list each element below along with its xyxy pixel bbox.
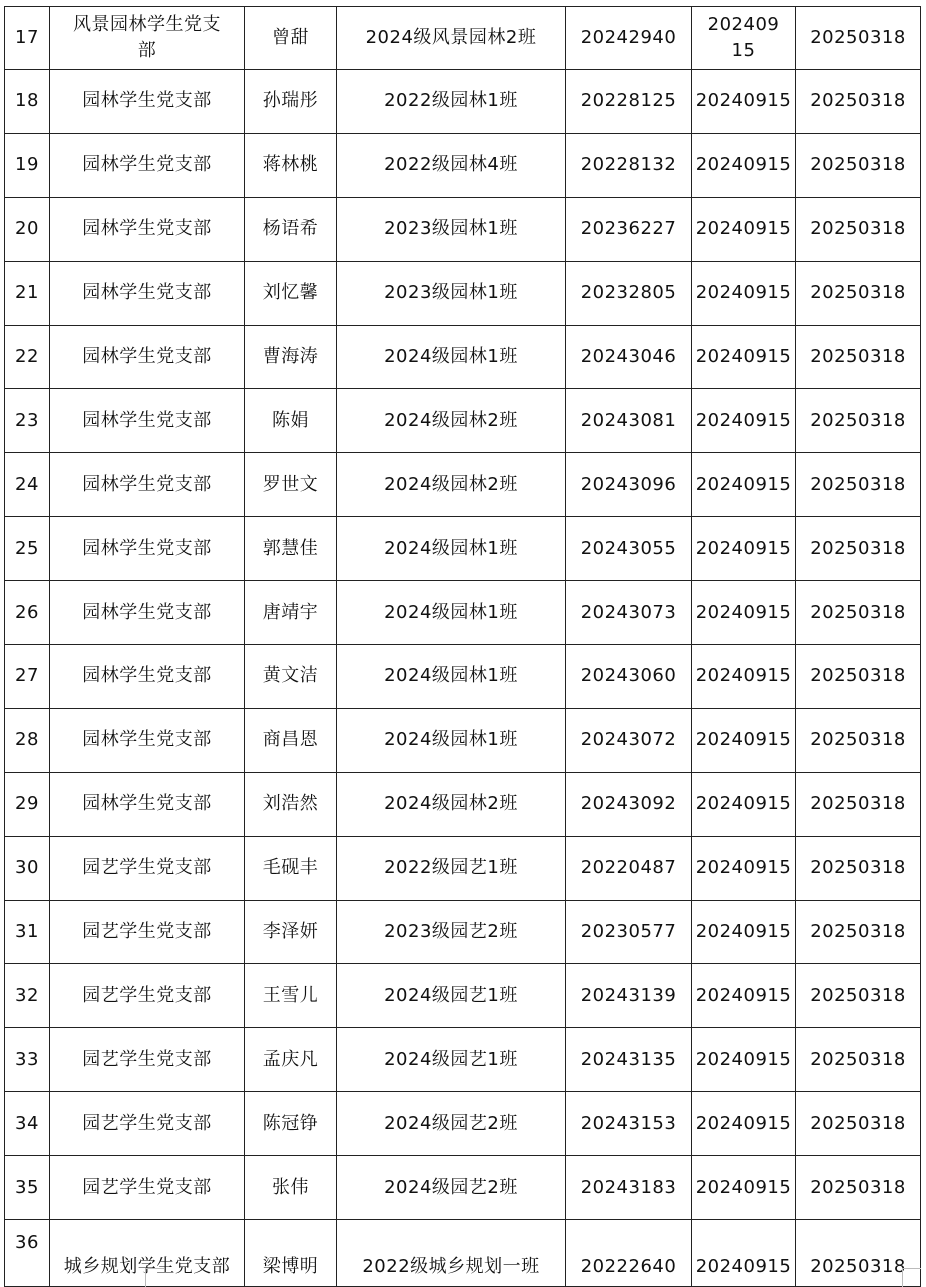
cell-index: 33 xyxy=(5,1028,50,1092)
cell-name: 杨语希 xyxy=(245,197,337,261)
cell-index: 22 xyxy=(5,325,50,389)
cell-date-a: 20240915 xyxy=(692,517,796,581)
cell-index: 21 xyxy=(5,261,50,325)
cell-name: 罗世文 xyxy=(245,453,337,517)
cell-party-branch: 园林学生党支部 xyxy=(50,772,245,836)
page-corner-mark-right xyxy=(902,1268,921,1287)
cell-index: 35 xyxy=(5,1156,50,1220)
table-row xyxy=(5,708,921,772)
cell-class: 2024级园林1班 xyxy=(337,517,566,581)
cell-student-id: 20242940 xyxy=(566,7,692,70)
cell-class: 2024级园艺1班 xyxy=(337,1028,566,1092)
cell-name: 孟庆凡 xyxy=(245,1028,337,1092)
cell-class: 2024级园林1班 xyxy=(337,581,566,645)
cell-student-id: 20220487 xyxy=(566,836,692,900)
cell-date-b: 20250318 xyxy=(796,772,921,836)
table-row xyxy=(5,261,921,325)
cell-party-branch: 园林学生党支部 xyxy=(50,517,245,581)
cell-class: 2024级园林1班 xyxy=(337,708,566,772)
cell-date-b: 20250318 xyxy=(796,645,921,709)
cell-party-branch: 园林学生党支部 xyxy=(50,133,245,197)
table-row xyxy=(5,325,921,389)
cell-name: 梁博明 xyxy=(245,1220,337,1287)
cell-date-b: 20250318 xyxy=(796,1092,921,1156)
cell-name: 刘忆馨 xyxy=(245,261,337,325)
cell-class: 2024级园林2班 xyxy=(337,453,566,517)
cell-class: 2023级园艺2班 xyxy=(337,900,566,964)
cell-student-id: 20243092 xyxy=(566,772,692,836)
cell-date-a: 20240915 xyxy=(692,1028,796,1092)
cell-class: 2022级园林4班 xyxy=(337,133,566,197)
cell-date-a: 20240915 xyxy=(692,7,796,70)
cell-name: 黄文洁 xyxy=(245,645,337,709)
cell-date-a: 20240915 xyxy=(692,645,796,709)
cell-party-branch: 园林学生党支部 xyxy=(50,645,245,709)
table-row xyxy=(5,900,921,964)
cell-student-id: 20230577 xyxy=(566,900,692,964)
cell-class: 2024级园艺1班 xyxy=(337,964,566,1028)
cell-party-branch: 园艺学生党支部 xyxy=(50,1028,245,1092)
cell-party-branch: 城乡规划学生党支部 xyxy=(50,1220,245,1287)
cell-class: 2024级园艺2班 xyxy=(337,1092,566,1156)
cell-date-b: 20250318 xyxy=(796,7,921,70)
cell-date-b: 20250318 xyxy=(796,708,921,772)
cell-name: 郭慧佳 xyxy=(245,517,337,581)
table-row xyxy=(5,1028,921,1092)
cell-date-b: 20250318 xyxy=(796,453,921,517)
cell-party-branch: 园林学生党支部 xyxy=(50,708,245,772)
cell-student-id: 20222640 xyxy=(566,1220,692,1287)
cell-index: 19 xyxy=(5,133,50,197)
cell-index: 18 xyxy=(5,70,50,134)
cell-date-b: 20250318 xyxy=(796,836,921,900)
table-row xyxy=(5,197,921,261)
cell-date-a: 20240915 xyxy=(692,133,796,197)
cell-class: 2023级园林1班 xyxy=(337,197,566,261)
cell-student-id: 20243072 xyxy=(566,708,692,772)
cell-date-b: 20250318 xyxy=(796,133,921,197)
cell-date-b: 20250318 xyxy=(796,261,921,325)
cell-name: 陈娟 xyxy=(245,389,337,453)
cell-date-b: 20250318 xyxy=(796,964,921,1028)
cell-class: 2024级园林1班 xyxy=(337,325,566,389)
cell-party-branch: 园艺学生党支部 xyxy=(50,836,245,900)
member-table xyxy=(4,6,921,1287)
cell-index: 31 xyxy=(5,900,50,964)
table-row xyxy=(5,1156,921,1220)
cell-date-a: 20240915 xyxy=(692,453,796,517)
table-row xyxy=(5,133,921,197)
cell-class: 2022级园林1班 xyxy=(337,70,566,134)
cell-student-id: 20228125 xyxy=(566,70,692,134)
cell-party-branch: 园艺学生党支部 xyxy=(50,964,245,1028)
cell-student-id: 20243183 xyxy=(566,1156,692,1220)
cell-date-b: 20250318 xyxy=(796,325,921,389)
cell-party-branch: 园林学生党支部 xyxy=(50,453,245,517)
table-row xyxy=(5,1220,921,1287)
cell-student-id: 20236227 xyxy=(566,197,692,261)
cell-date-a: 20240915 xyxy=(692,772,796,836)
cell-index: 24 xyxy=(5,453,50,517)
cell-date-a: 20240915 xyxy=(692,1092,796,1156)
cell-name: 毛砚丰 xyxy=(245,836,337,900)
cell-date-a: 20240915 xyxy=(692,708,796,772)
cell-date-b: 20250318 xyxy=(796,1156,921,1220)
cell-name: 张伟 xyxy=(245,1156,337,1220)
cell-index: 32 xyxy=(5,964,50,1028)
table-row xyxy=(5,389,921,453)
table-row xyxy=(5,964,921,1028)
cell-date-b: 20250318 xyxy=(796,581,921,645)
cell-name: 李泽妍 xyxy=(245,900,337,964)
cell-student-id: 20243046 xyxy=(566,325,692,389)
cell-date-b: 20250318 xyxy=(796,389,921,453)
table-row xyxy=(5,453,921,517)
table-row xyxy=(5,7,921,70)
cell-index: 27 xyxy=(5,645,50,709)
table-row xyxy=(5,1092,921,1156)
cell-index: 17 xyxy=(5,7,50,70)
cell-date-a: 20240915 xyxy=(692,389,796,453)
cell-date-a: 20240915 xyxy=(692,197,796,261)
cell-index: 36 xyxy=(5,1220,50,1287)
cell-index: 23 xyxy=(5,389,50,453)
table-row xyxy=(5,836,921,900)
cell-date-a: 20240915 xyxy=(692,70,796,134)
cell-party-branch: 园林学生党支部 xyxy=(50,261,245,325)
cell-date-a: 20240915 xyxy=(692,900,796,964)
cell-class: 2024级风景园林2班 xyxy=(337,7,566,70)
cell-class: 2022级园艺1班 xyxy=(337,836,566,900)
cell-date-b: 20250318 xyxy=(796,1028,921,1092)
cell-date-a: 20240915 xyxy=(692,1156,796,1220)
cell-date-a: 20240915 xyxy=(692,1220,796,1287)
cell-student-id: 20243153 xyxy=(566,1092,692,1156)
table-row xyxy=(5,645,921,709)
cell-index: 25 xyxy=(5,517,50,581)
cell-name: 蒋林桃 xyxy=(245,133,337,197)
cell-name: 曹海涛 xyxy=(245,325,337,389)
cell-index: 28 xyxy=(5,708,50,772)
cell-name: 王雪儿 xyxy=(245,964,337,1028)
cell-name: 陈冠铮 xyxy=(245,1092,337,1156)
cell-student-id: 20243060 xyxy=(566,645,692,709)
page-corner-mark-left xyxy=(145,1268,164,1287)
cell-student-id: 20243135 xyxy=(566,1028,692,1092)
cell-party-branch: 风景园林学生党支部 xyxy=(50,7,245,70)
cell-name: 曾甜 xyxy=(245,7,337,70)
cell-index: 30 xyxy=(5,836,50,900)
cell-date-a: 20240915 xyxy=(692,836,796,900)
cell-class: 2024级园林2班 xyxy=(337,389,566,453)
cell-student-id: 20243096 xyxy=(566,453,692,517)
cell-date-b: 20250318 xyxy=(796,517,921,581)
table-row xyxy=(5,70,921,134)
table-row xyxy=(5,772,921,836)
cell-index: 29 xyxy=(5,772,50,836)
cell-student-id: 20243139 xyxy=(566,964,692,1028)
cell-name: 孙瑞彤 xyxy=(245,70,337,134)
table-row xyxy=(5,581,921,645)
cell-student-id: 20243055 xyxy=(566,517,692,581)
cell-date-a: 20240915 xyxy=(692,325,796,389)
cell-party-branch: 园林学生党支部 xyxy=(50,70,245,134)
cell-party-branch: 园林学生党支部 xyxy=(50,389,245,453)
cell-class: 2024级园林2班 xyxy=(337,772,566,836)
cell-party-branch: 园艺学生党支部 xyxy=(50,900,245,964)
cell-date-b: 20250318 xyxy=(796,1220,921,1287)
cell-index: 26 xyxy=(5,581,50,645)
cell-name: 刘浩然 xyxy=(245,772,337,836)
cell-class: 2024级园林1班 xyxy=(337,645,566,709)
cell-index: 20 xyxy=(5,197,50,261)
cell-date-a: 20240915 xyxy=(692,581,796,645)
cell-class: 2023级园林1班 xyxy=(337,261,566,325)
cell-name: 唐靖宇 xyxy=(245,581,337,645)
cell-party-branch: 园艺学生党支部 xyxy=(50,1092,245,1156)
cell-date-b: 20250318 xyxy=(796,900,921,964)
cell-date-a: 20240915 xyxy=(692,261,796,325)
cell-date-b: 20250318 xyxy=(796,197,921,261)
cell-party-branch: 园林学生党支部 xyxy=(50,325,245,389)
cell-student-id: 20232805 xyxy=(566,261,692,325)
cell-date-a: 20240915 xyxy=(692,964,796,1028)
cell-date-b: 20250318 xyxy=(796,70,921,134)
cell-index: 34 xyxy=(5,1092,50,1156)
cell-student-id: 20228132 xyxy=(566,133,692,197)
cell-student-id: 20243081 xyxy=(566,389,692,453)
cell-party-branch: 园林学生党支部 xyxy=(50,197,245,261)
cell-party-branch: 园艺学生党支部 xyxy=(50,1156,245,1220)
table-row xyxy=(5,517,921,581)
cell-name: 商昌恩 xyxy=(245,708,337,772)
cell-class: 2022级城乡规划一班 xyxy=(337,1220,566,1287)
cell-student-id: 20243073 xyxy=(566,581,692,645)
cell-party-branch: 园林学生党支部 xyxy=(50,581,245,645)
cell-class: 2024级园艺2班 xyxy=(337,1156,566,1220)
